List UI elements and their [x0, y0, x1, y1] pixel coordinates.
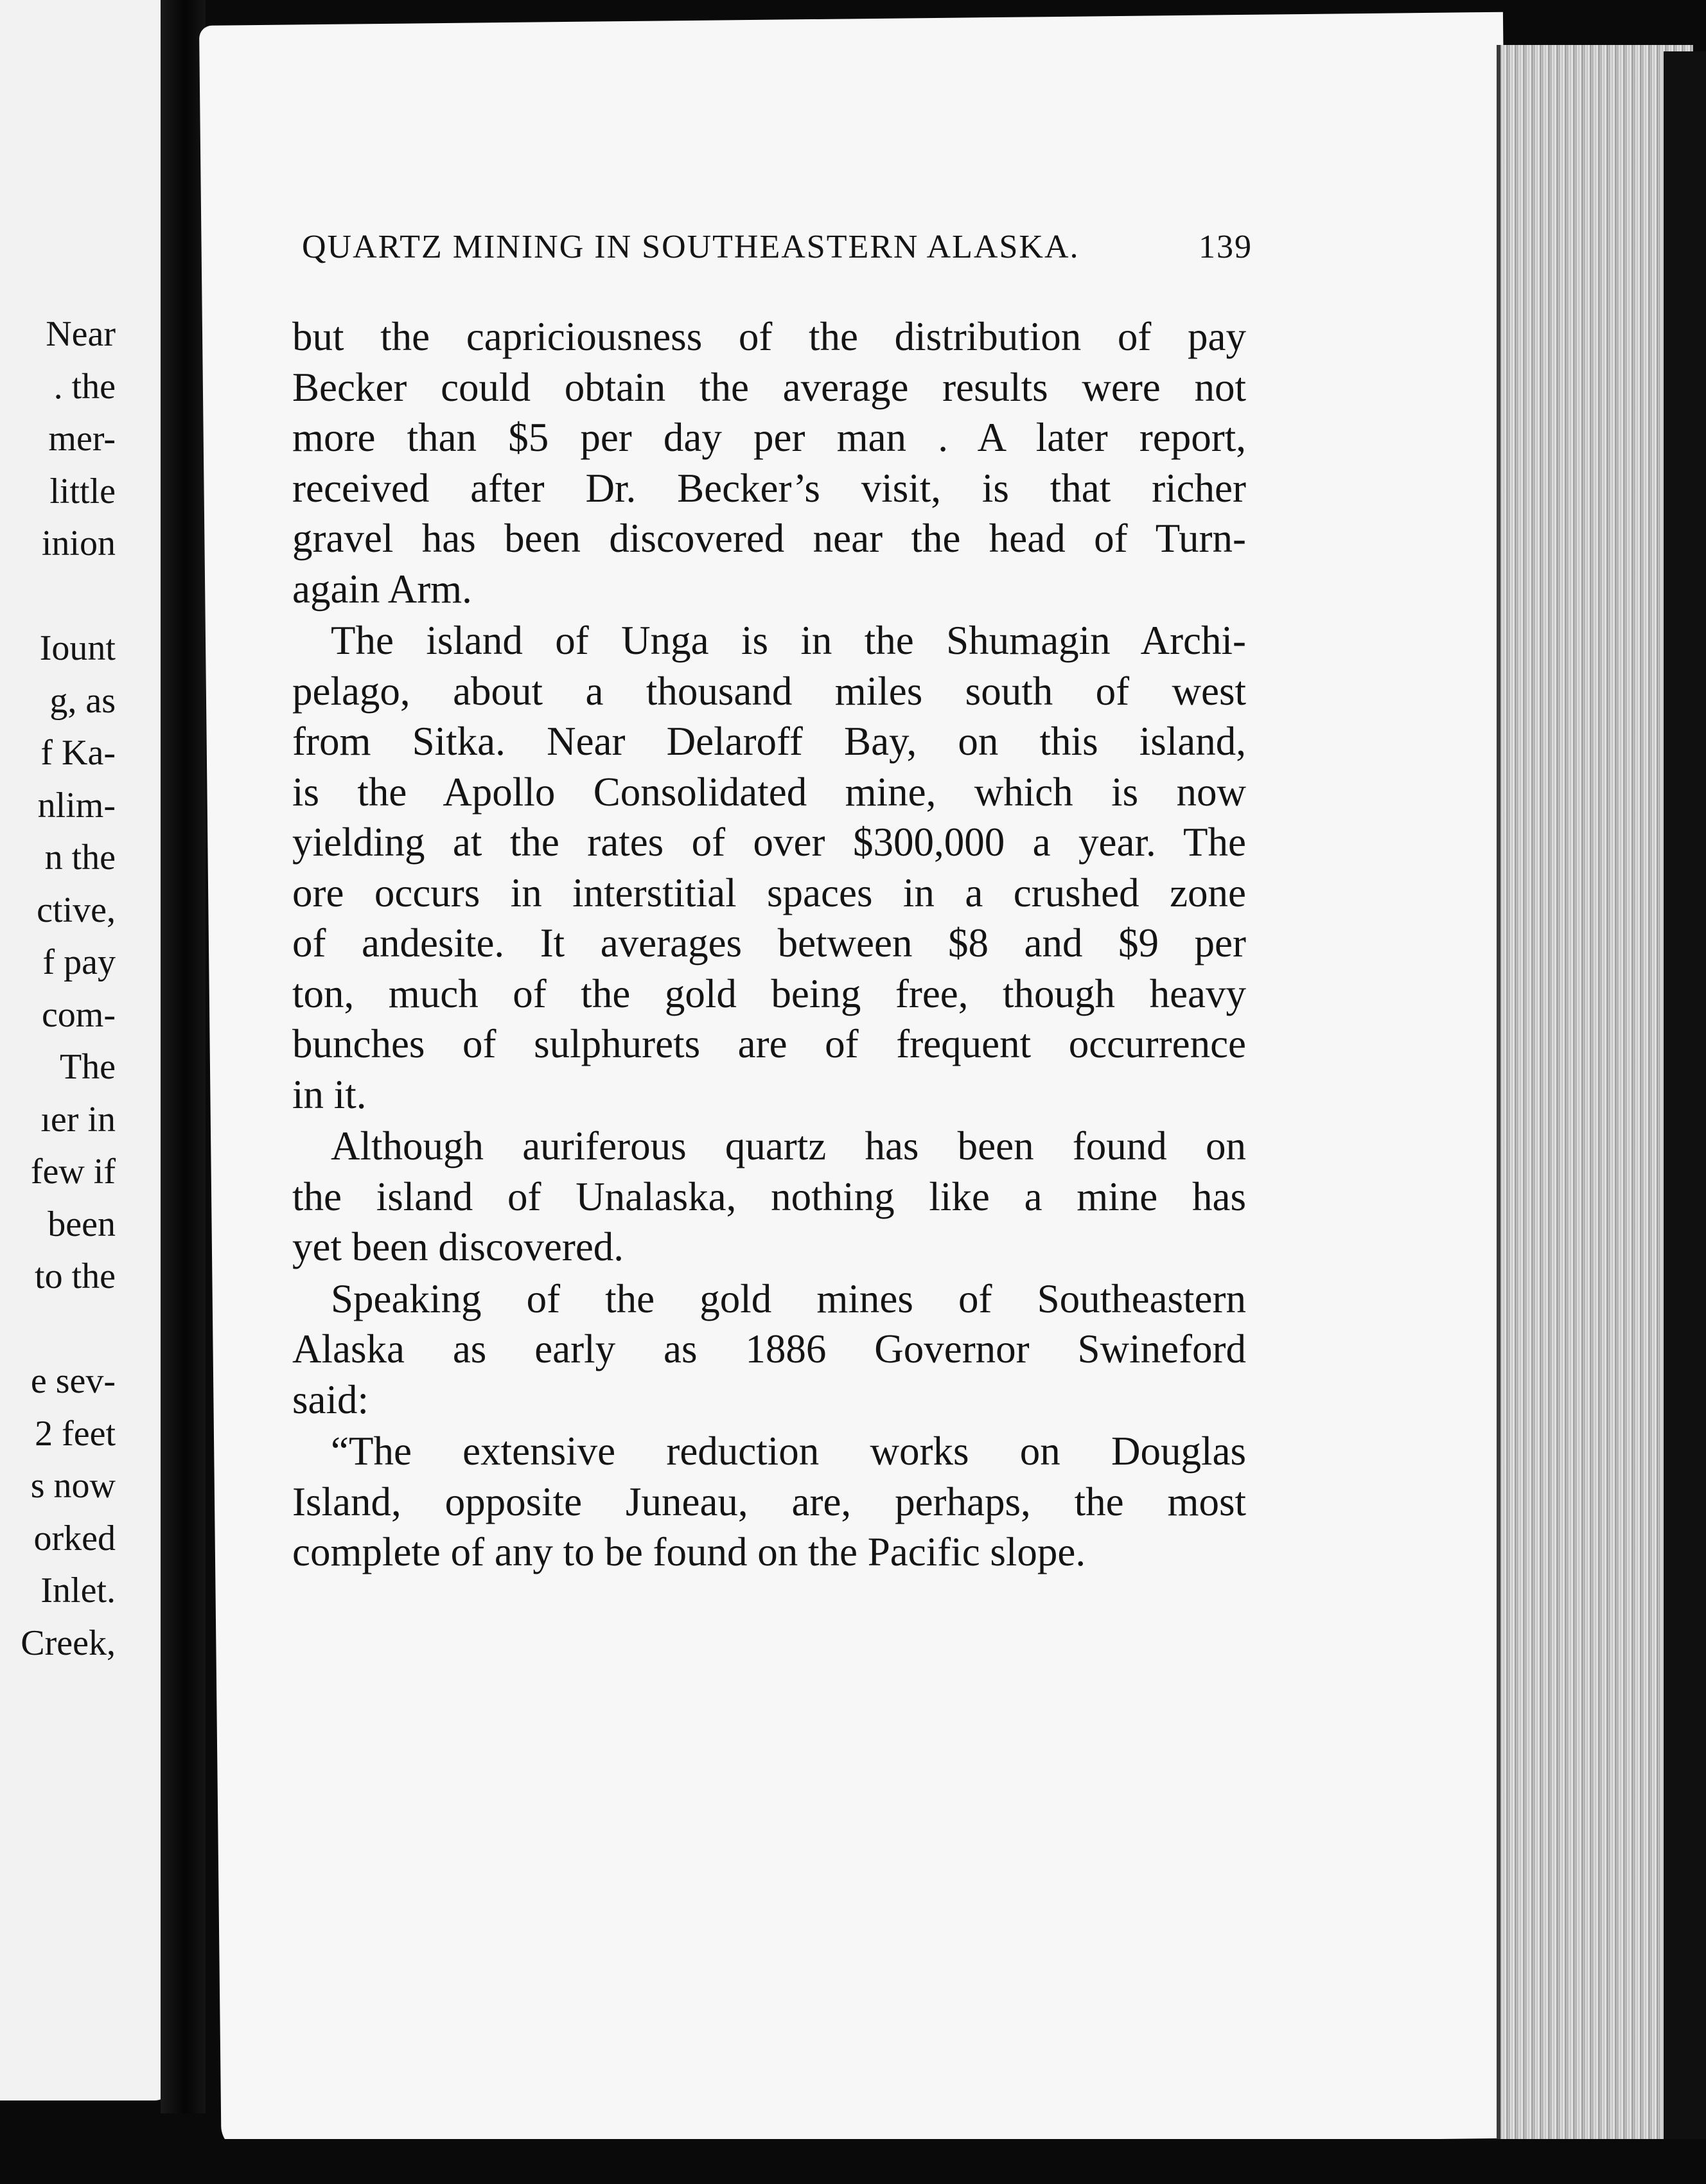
- text-line: is the Apollo Consolidated mine, which is now: [292, 769, 1246, 815]
- text-line: more than $5 per day per man . A later report,: [292, 415, 1246, 460]
- previous-page-line: f pay: [42, 942, 116, 982]
- text-line: in it.: [292, 1071, 367, 1117]
- previous-page-line: e sev-: [30, 1361, 116, 1401]
- previous-page-line: mer-: [48, 419, 116, 459]
- previous-page-line: Iount: [39, 628, 116, 668]
- book-gutter: [161, 0, 206, 2113]
- text-line: Becker could obtain the average results were not: [292, 364, 1246, 410]
- text-line: but the capriciousness of the distribution of pay: [292, 314, 1246, 359]
- text-line: yielding at the rates of over $300,000 a year. The: [292, 820, 1246, 865]
- paragraph: [292, 312, 1246, 614]
- text-line: “The extensive reduction works on Douglas: [331, 1429, 1246, 1474]
- text-line: again Arm.: [292, 566, 472, 612]
- previous-page-line: g, as: [49, 680, 116, 721]
- text-line: pelago, about a thousand miles south of west: [292, 668, 1246, 714]
- previous-page-line: few if: [30, 1152, 116, 1192]
- running-head-title: QUARTZ MINING IN SOUTHEASTERN ALASKA.: [302, 229, 1080, 265]
- previous-page: [0, 0, 173, 2100]
- previous-page-line: little: [49, 471, 116, 511]
- text-line: Alaska as early as 1886 Governor Swineford: [292, 1326, 1246, 1371]
- previous-page-line: Creek,: [21, 1623, 116, 1663]
- text-line: bunches of sulphurets are of frequent occurrence: [292, 1021, 1246, 1066]
- previous-page-line: inion: [41, 524, 116, 563]
- text-line: gravel has been discovered near the head of Turn-: [292, 516, 1246, 561]
- previous-page-line: to the: [35, 1256, 116, 1296]
- text-line: of andesite. It averages between $8 and $9 per: [292, 920, 1246, 965]
- text-line: said:: [292, 1377, 369, 1422]
- text-line: received after Dr. Becker’s visit, is that richer: [292, 465, 1246, 511]
- previous-page-line: f Ka-: [40, 733, 116, 773]
- text-line: from Sitka. Near Delaroff Bay, on this island,: [292, 719, 1246, 764]
- page-body: [292, 312, 1246, 1578]
- previous-page-line: been: [48, 1204, 116, 1244]
- paragraph: [292, 1274, 1246, 1425]
- text-line: The island of Unga is in the Shumagin Archi-: [331, 618, 1246, 663]
- text-line: ore occurs in interstitial spaces in a crushed zone: [292, 870, 1246, 915]
- previous-page-line: nlim-: [37, 785, 116, 825]
- page-number: 139: [1199, 229, 1253, 265]
- previous-page-line: . the: [53, 366, 116, 407]
- previous-page-line: Near: [46, 314, 116, 354]
- previous-page-text: [0, 308, 116, 1669]
- previous-page-line: 2 feet: [35, 1413, 116, 1454]
- text-line: Although auriferous quartz has been found on: [331, 1123, 1246, 1168]
- edge-shadow: [1664, 51, 1706, 2184]
- previous-page-line: The: [59, 1047, 116, 1087]
- text-line: yet been discovered.: [292, 1224, 624, 1269]
- text-line: the island of Unalaska, nothing like a mine has: [292, 1174, 1246, 1219]
- paragraph: [292, 1426, 1246, 1578]
- previous-page-line: [0, 1303, 116, 1356]
- previous-page-line: n the: [44, 838, 116, 877]
- running-head: [302, 228, 1253, 266]
- previous-page-line: s now: [30, 1466, 116, 1506]
- previous-page-line: orked: [33, 1518, 116, 1558]
- previous-page-line: com-: [41, 994, 116, 1035]
- previous-page-line: ctive,: [37, 890, 116, 930]
- text-line: complete of any to be found on the Pacific slope.: [292, 1529, 1086, 1574]
- previous-page-line: Inlet.: [40, 1571, 116, 1610]
- text-line: Island, opposite Juneau, are, perhaps, the most: [292, 1479, 1246, 1524]
- previous-page-line: ıer in: [40, 1099, 116, 1140]
- paragraph: [292, 1121, 1246, 1273]
- paragraph: [292, 615, 1246, 1120]
- text-line: Speaking of the gold mines of Southeastern: [331, 1276, 1246, 1321]
- scan-bottom-border: [0, 2139, 1706, 2184]
- text-line: ton, much of the gold being free, though heavy: [292, 971, 1246, 1016]
- previous-page-line: [0, 570, 116, 623]
